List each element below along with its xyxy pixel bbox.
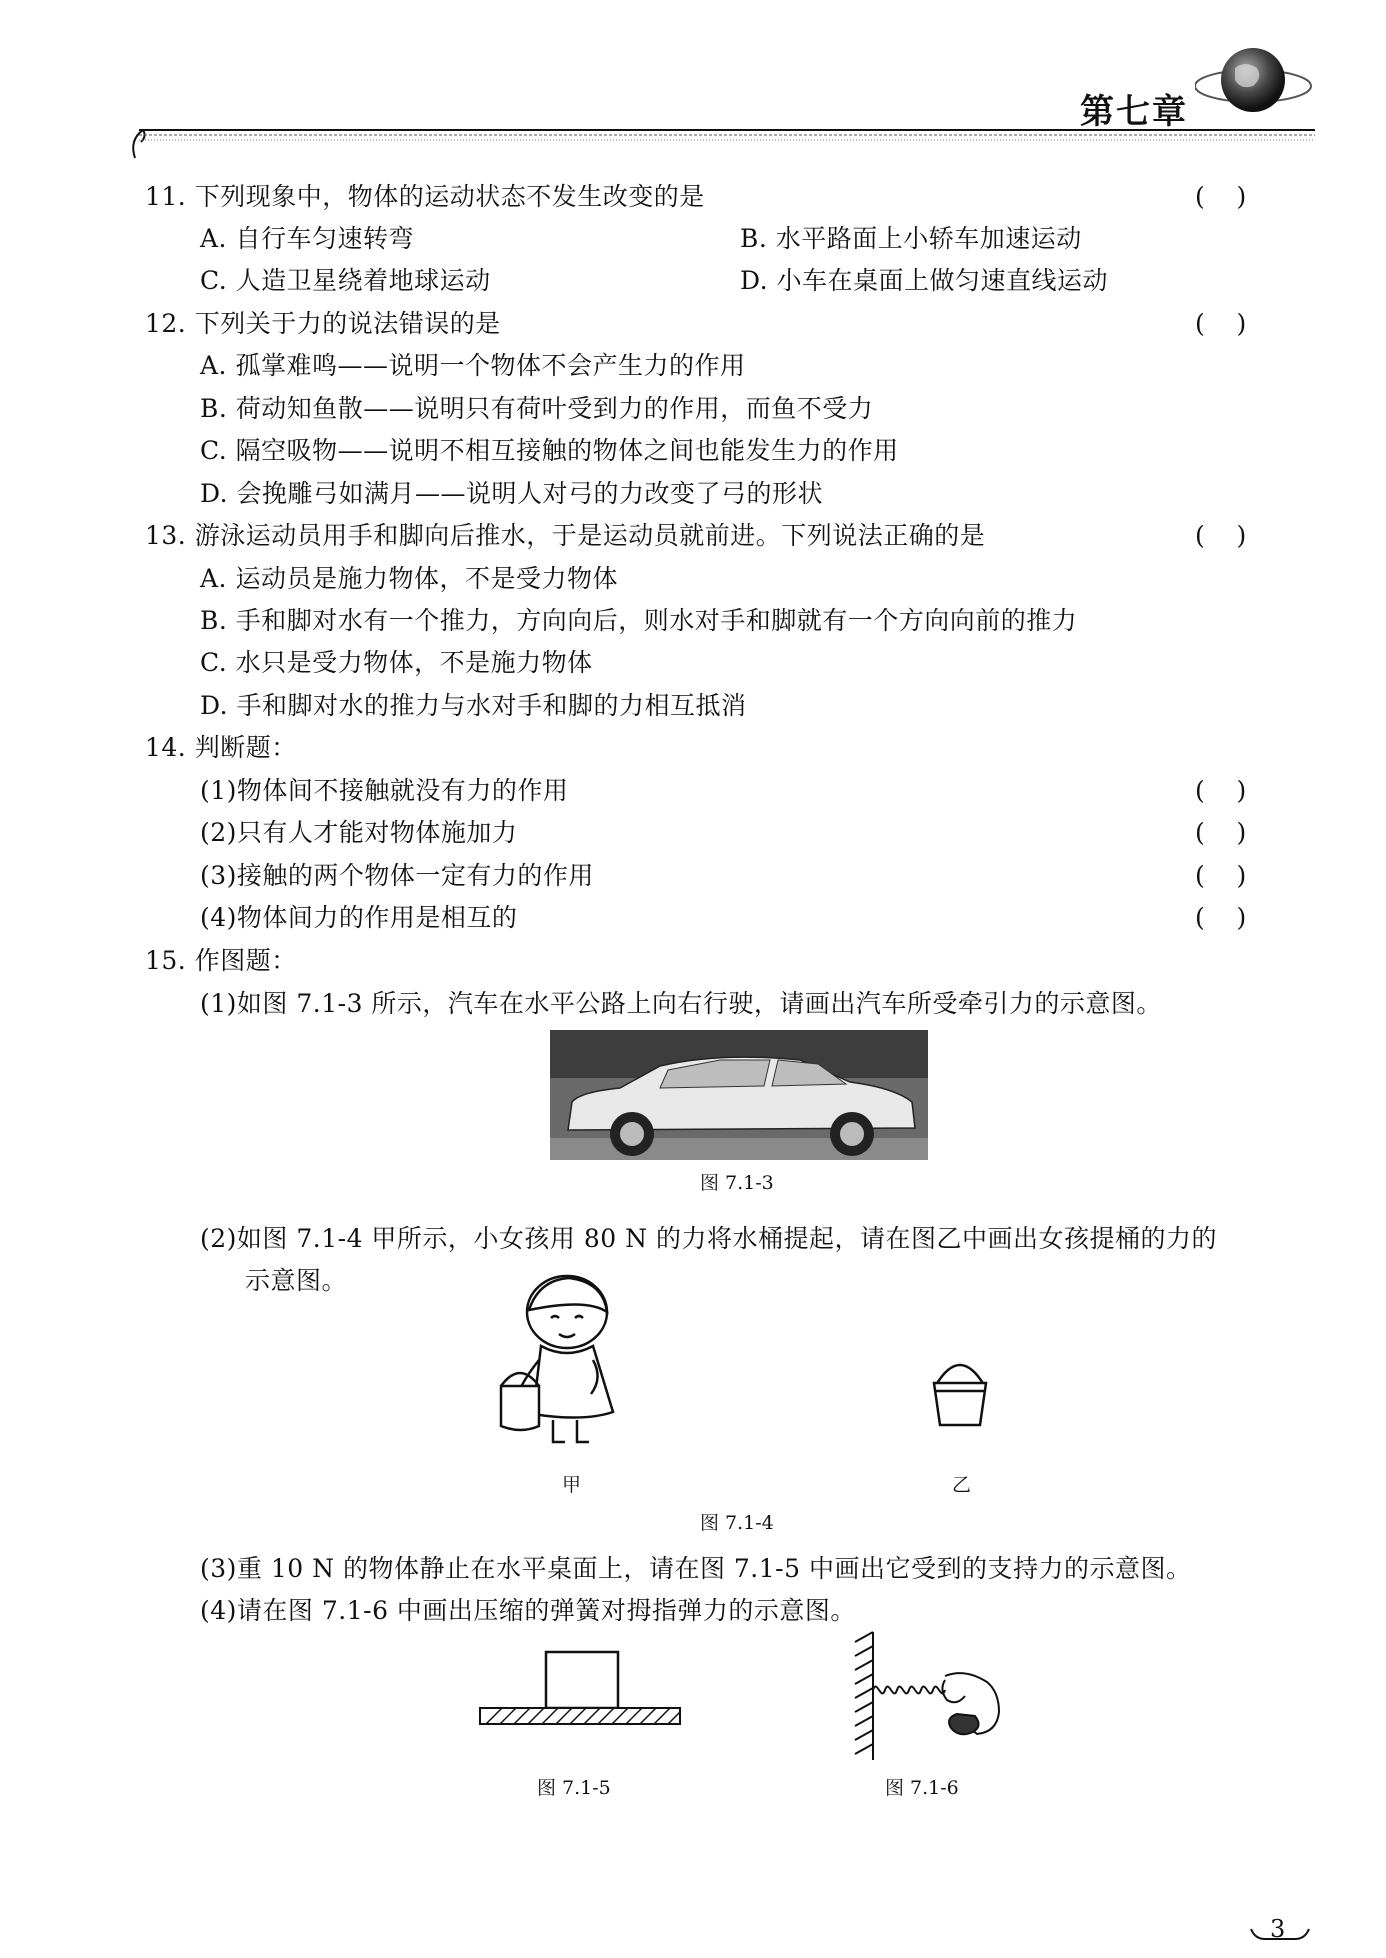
figure-7-1-6-caption: 图 7.1-6 (885, 1777, 959, 1799)
q12-option-b: B. 荷动知鱼散——说明只有荷叶受到力的作用，而鱼不受力 (200, 394, 874, 423)
block-on-table-figure (478, 1650, 684, 1730)
q12-option-a: A. 孤掌难鸣——说明一个物体不会产生力的作用 (200, 351, 746, 380)
girl-with-bucket-figure (495, 1270, 675, 1460)
q14-stem: 14. 判断题： (145, 733, 297, 762)
q13-stem: 13. 游泳运动员用手和脚向后推水，于是运动员就前进。下列说法正确的是 (145, 521, 986, 550)
q12-stem: 12. 下列关于力的说法错误的是 (145, 309, 501, 338)
spring-thumb-figure (845, 1630, 1005, 1765)
q15-part-2-line-2: 示意图。 (245, 1266, 348, 1295)
q14-item-4: (4)物体间力的作用是相互的 (200, 903, 518, 932)
q13-option-b: B. 手和脚对水有一个推力，方向向后，则水对手和脚就有一个方向向前的推力 (200, 606, 1078, 635)
q12-option-d: D. 会挽雕弓如满月——说明人对弓的力改变了弓的形状 (200, 479, 824, 508)
q13-answer-paren[interactable]: ( ) (1195, 521, 1247, 550)
bucket-figure (930, 1355, 990, 1430)
q12-answer-paren[interactable]: ( ) (1195, 309, 1247, 338)
figure-7-1-4-caption: 图 7.1-4 (700, 1512, 774, 1534)
figure-label-jia: 甲 (562, 1474, 582, 1496)
q15-part-3: (3)重 10 N 的物体静止在水平桌面上，请在图 7.1-5 中画出它受到的支持力的示意图。 (200, 1554, 1192, 1583)
figure-label-yi: 乙 (952, 1474, 972, 1496)
chapter-title: 第七章 (1080, 92, 1188, 132)
q14-item-2-paren[interactable]: ( ) (1195, 818, 1247, 847)
q14-item-4-paren[interactable]: ( ) (1195, 903, 1247, 932)
q14-item-1: (1)物体间不接触就没有力的作用 (200, 776, 569, 805)
q14-item-3: (3)接触的两个物体一定有力的作用 (200, 861, 594, 890)
q12-option-c: C. 隔空吸物——说明不相互接触的物体之间也能发生力的作用 (200, 436, 899, 465)
car-photo-figure (550, 1030, 928, 1160)
globe-icon (1195, 38, 1315, 128)
q14-item-1-paren[interactable]: ( ) (1195, 776, 1247, 805)
q15-stem: 15. 作图题： (145, 946, 297, 975)
page-number: 3 (1270, 1915, 1286, 1943)
q11-option-d: D. 小车在桌面上做匀速直线运动 (740, 266, 1109, 295)
q11-stem: 11. 下列现象中，物体的运动状态不发生改变的是 (145, 182, 705, 211)
figure-7-1-3-caption: 图 7.1-3 (700, 1172, 774, 1194)
q11-option-a: A. 自行车匀速转弯 (200, 224, 414, 253)
q15-part-4: (4)请在图 7.1-6 中画出压缩的弹簧对拇指弹力的示意图。 (200, 1596, 856, 1625)
q15-part-2-line-1: (2)如图 7.1-4 甲所示，小女孩用 80 N 的力将水桶提起，请在图乙中画出女孩提桶的力的 (200, 1224, 1217, 1253)
q13-option-c: C. 水只是受力物体，不是施力物体 (200, 648, 593, 677)
q14-item-3-paren[interactable]: ( ) (1195, 861, 1247, 890)
q11-option-b: B. 水平路面上小轿车加速运动 (740, 224, 1082, 253)
q11-answer-paren[interactable]: ( ) (1195, 182, 1247, 211)
figure-7-1-5-caption: 图 7.1-5 (537, 1777, 611, 1799)
header-rule (125, 118, 1325, 168)
q13-option-a: A. 运动员是施力物体，不是受力物体 (200, 564, 618, 593)
q15-part-1: (1)如图 7.1-3 所示，汽车在水平公路上向右行驶，请画出汽车所受牵引力的示意图。 (200, 989, 1162, 1018)
q13-option-d: D. 手和脚对水的推力与水对手和脚的力相互抵消 (200, 691, 747, 720)
q11-option-c: C. 人造卫星绕着地球运动 (200, 266, 491, 295)
q14-item-2: (2)只有人才能对物体施加力 (200, 818, 518, 847)
